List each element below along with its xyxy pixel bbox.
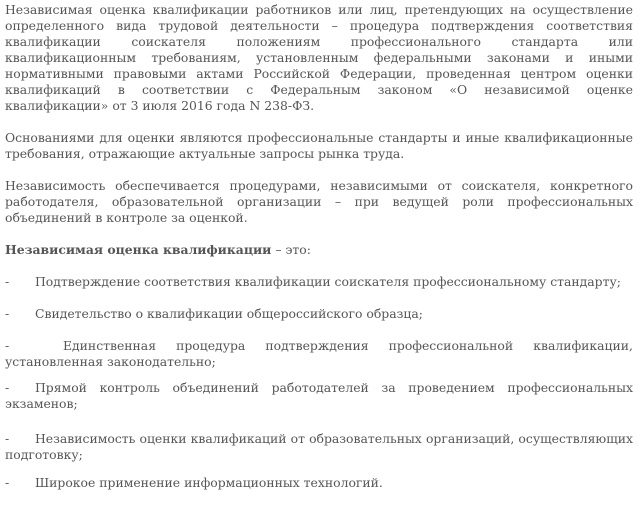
definition-list: [5, 274, 633, 491]
paragraph-independence: Независимость обеспечивается процедурами, независимыми от соискателя, конкретного работодателя, образовательной организации – при ведущей роли профессиональных объединений в контроле за оценкой.: [5, 178, 633, 225]
definition-heading: [5, 242, 633, 258]
definition-suffix: – это:: [271, 242, 311, 257]
list-marker: -: [5, 338, 10, 353]
paragraph-basis: Основаниями для оценки являются профессиональные стандарты и иные квалификационные требования, отражающие актуальные запросы рынка труда.: [5, 130, 633, 161]
list-item: [5, 431, 633, 463]
list-item: [5, 338, 633, 370]
list-item: [5, 475, 633, 491]
list-item-text: Широкое применение информационных технологий.: [35, 475, 383, 490]
list-marker: -: [5, 475, 10, 490]
list-item-text: Независимость оценки квалификаций от образовательных организаций, осуществляющих подготовку;: [5, 431, 633, 462]
list-marker: -: [5, 306, 10, 321]
paragraph-intro: Независимая оценка квалификации работников или лиц, претендующих на осуществление определенного вида трудовой деятельности – процедура подтверждения соответствия квалификации соискателя положениям профессионального стандарта или квалификационным требованиям, установленным федеральными законами и иными нормативными правовыми актами Российской Федерации, проведенная центром оценки квалификаций в соответствии с Федеральным законом «О независимой оценке квалификации» от 3 июля 2016 года N 238-ФЗ.: [5, 2, 633, 113]
list-item: [5, 306, 633, 322]
list-item: [5, 380, 633, 412]
definition-term: Независимая оценка квалификации: [5, 242, 272, 257]
list-item-text: Прямой контроль объединений работодателей за проведением профессиональных экзаменов;: [5, 380, 633, 411]
list-item-text: Единственная процедура подтверждения профессиональной квалификации, установленная законодательно;: [5, 338, 633, 369]
list-marker: -: [5, 380, 10, 395]
document-body: [5, 2, 633, 507]
list-marker: -: [5, 274, 10, 289]
list-item: [5, 274, 633, 290]
list-marker: -: [5, 431, 10, 446]
list-item-text: Свидетельство о квалификации общероссийского образца;: [35, 306, 423, 321]
list-item-text: Подтверждение соответствия квалификации соискателя профессиональному стандарту;: [35, 274, 621, 289]
